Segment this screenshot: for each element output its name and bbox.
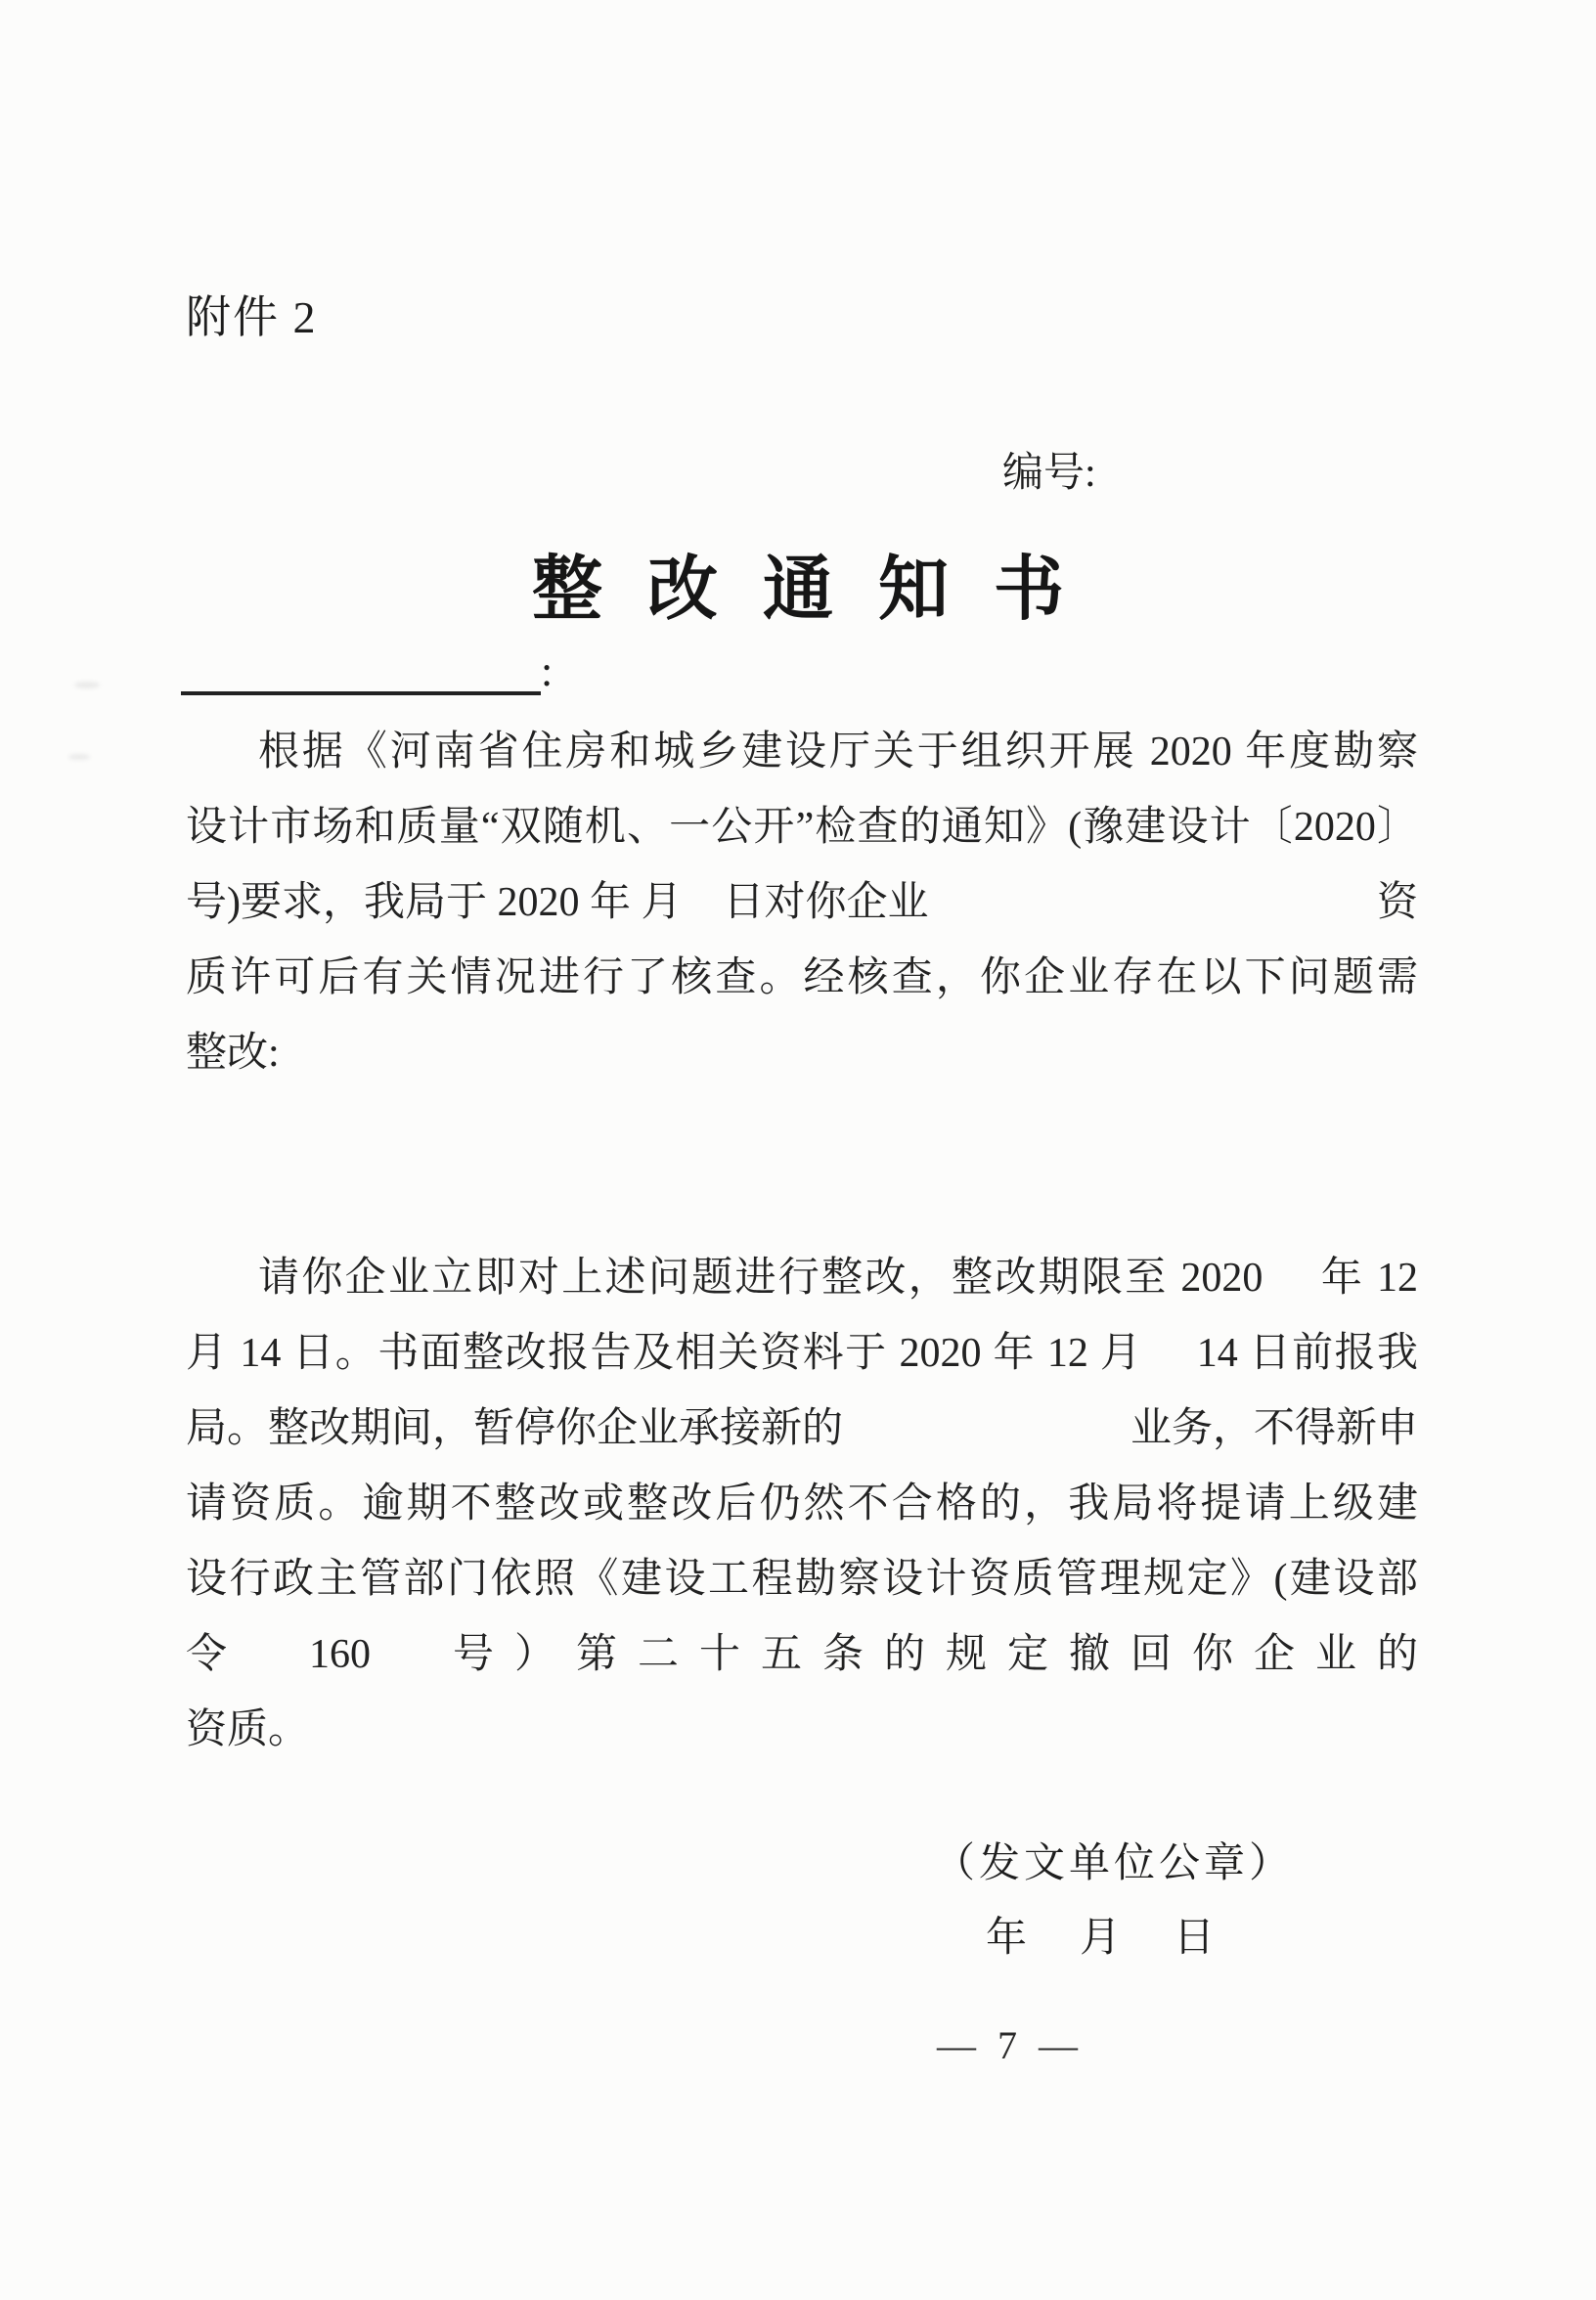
seal-placeholder-note: （发文单位公章） <box>934 1841 1295 1886</box>
date-blank-line: 年 月 日 <box>986 1916 1221 1961</box>
paragraph-basis-line-2: 设计市场和质量“双随机、一公开”检查的通知》(豫建设计〔2020〕 <box>186 805 1418 850</box>
paragraph-basis-line-1: 根据《河南省住房和城乡建设厅关于组织开展 2020 年度勘察 <box>258 730 1418 774</box>
paragraph-basis-line-3 <box>186 865 1418 941</box>
paragraph-requirements-line-5: 设行政主管部门依照《建设工程勘察设计资质管理规定》(建设部 <box>186 1557 1418 1602</box>
addressee-blank-underline <box>181 652 541 695</box>
paragraph-requirements-line-7: 资质。 <box>186 1707 310 1752</box>
addressee-colon: : <box>541 647 554 695</box>
page-number: — 7 — <box>937 2023 1084 2067</box>
paragraph-requirements-line-6: 令 160 号）第二十五条的规定撤回你企业的 <box>186 1632 1418 1677</box>
scan-artifact <box>68 754 90 760</box>
document-number-label: 编号: <box>1002 451 1096 496</box>
document-title: 整改通知书 <box>531 551 1109 629</box>
paragraph-requirements <box>186 1241 1418 1768</box>
paragraph-basis-line-3-right: 资 <box>1376 880 1418 925</box>
paragraph-requirements-line-3-left: 局。整改期间，暂停你企业承接新的 <box>186 1406 844 1451</box>
paragraph-basis-line-4: 质许可后有关情况进行了核查。经核查，你企业存在以下问题需 <box>186 955 1418 1000</box>
addressee-line <box>181 645 553 696</box>
paragraph-requirements-line-1: 请你企业立即对上述问题进行整改，整改期限至 2020 年 12 <box>258 1256 1418 1301</box>
paragraph-basis-line-3-left: 号)要求，我局于 2020 年 月 日对你企业 <box>186 880 929 925</box>
attachment-label: 附件 2 <box>186 292 318 342</box>
paragraph-requirements-line-2: 月 14 日。书面整改报告及相关资料于 2020 年 12 月 14 日前报我 <box>186 1331 1418 1376</box>
paragraph-requirements-line-3 <box>186 1392 1418 1467</box>
paragraph-requirements-line-4: 请资质。逾期不整改或整改后仍然不合格的，我局将提请上级建 <box>186 1482 1418 1526</box>
scan-artifact <box>74 682 100 688</box>
paragraph-basis <box>186 715 1418 1091</box>
paragraph-basis-line-5: 整改: <box>186 1031 280 1076</box>
paragraph-requirements-line-3-right: 业务，不得新申 <box>1130 1406 1418 1451</box>
